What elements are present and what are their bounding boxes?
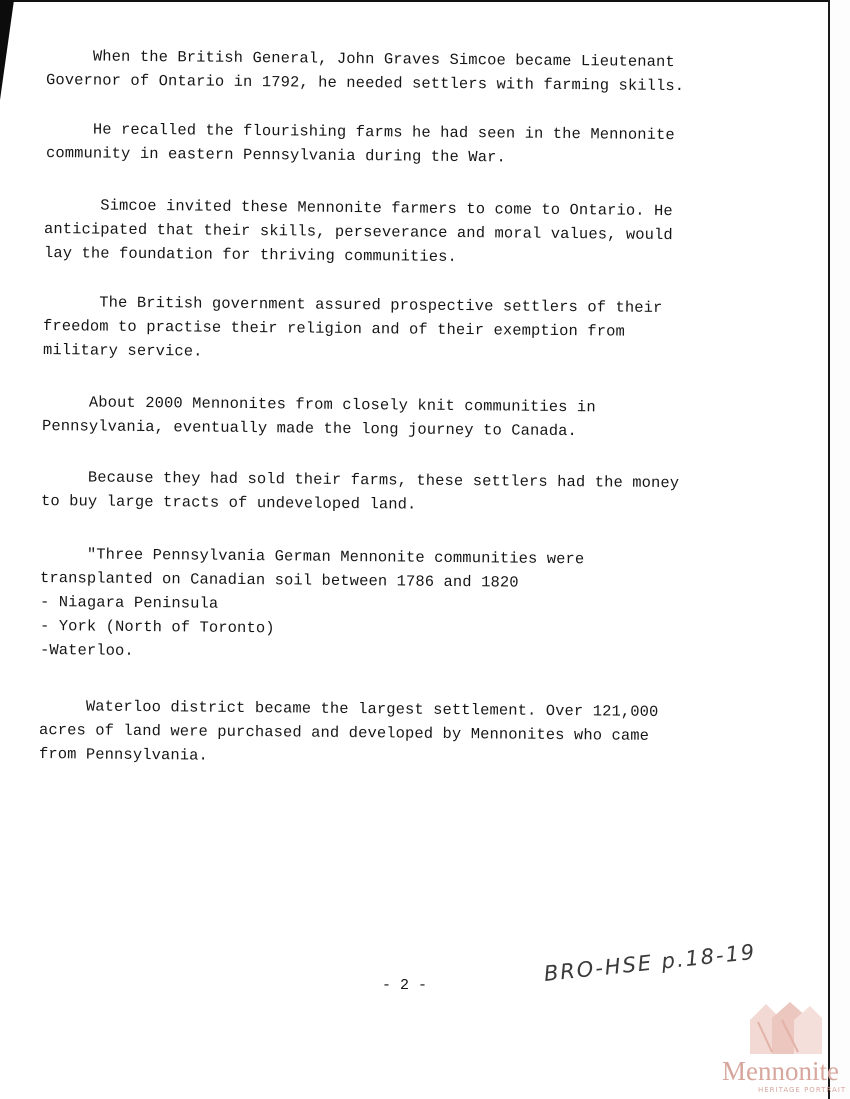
- text-line: Waterloo district became the largest settlement. Over 121,000: [38, 697, 659, 721]
- text-line: community in eastern Pennsylvania during the War.: [45, 144, 506, 167]
- scan-right-border: [828, 0, 830, 1099]
- text-line: - York (North of Toronto): [39, 617, 275, 638]
- handwritten-reference-note: BRO-HSE p.18-19: [542, 939, 758, 986]
- text-line: transplanted on Canadian soil between 1786 and 1820: [39, 569, 519, 592]
- text-line: Governor of Ontario in 1792, he needed settlers with farming skills.: [45, 71, 685, 96]
- text-line: anticipated that their skills, perseverance and moral values, would: [43, 220, 673, 245]
- text-line: - Niagara Peninsula: [39, 593, 219, 613]
- logo-house-icon: [722, 1002, 848, 1062]
- text-line: Because they had sold their farms, these settlers had the money: [40, 468, 680, 493]
- mennonite-heritage-logo: [722, 1002, 848, 1097]
- text-line: The British government assured prospective settlers of their: [42, 293, 663, 317]
- scan-right-margin: [830, 0, 850, 1099]
- text-line: acres of land were purchased and developed by Mennonites who came: [38, 721, 650, 745]
- text-line: "Three Pennsylvania German Mennonite communities were: [39, 545, 585, 569]
- text-line: lay the foundation for thriving communities.: [43, 244, 458, 266]
- text-line: -Waterloo.: [39, 641, 134, 660]
- text-line: Simcoe invited these Mennonite farmers to come to Ontario. He: [43, 196, 673, 221]
- logo-wordmark: Mennonite: [722, 1056, 839, 1086]
- text-line: to buy large tracts of undeveloped land.: [40, 492, 417, 514]
- page-number: - 2 -: [382, 977, 428, 994]
- text-line: When the British General, John Graves Simcoe became Lieutenant: [45, 47, 675, 72]
- logo-subtitle: HERITAGE PORTRAIT: [758, 1086, 847, 1094]
- scan-top-border: [0, 0, 850, 2]
- text-line: freedom to practise their religion and of their exemption from: [42, 317, 625, 341]
- text-line: from Pennsylvania.: [38, 745, 209, 765]
- scan-corner-shadow: [0, 0, 14, 100]
- text-line: military service.: [42, 341, 203, 361]
- text-line: About 2000 Mennonites from closely knit communities in: [41, 393, 596, 417]
- text-line: Pennsylvania, eventually made the long journey to Canada.: [41, 417, 578, 441]
- text-line: He recalled the flourishing farms he had seen in the Mennonite: [45, 120, 675, 145]
